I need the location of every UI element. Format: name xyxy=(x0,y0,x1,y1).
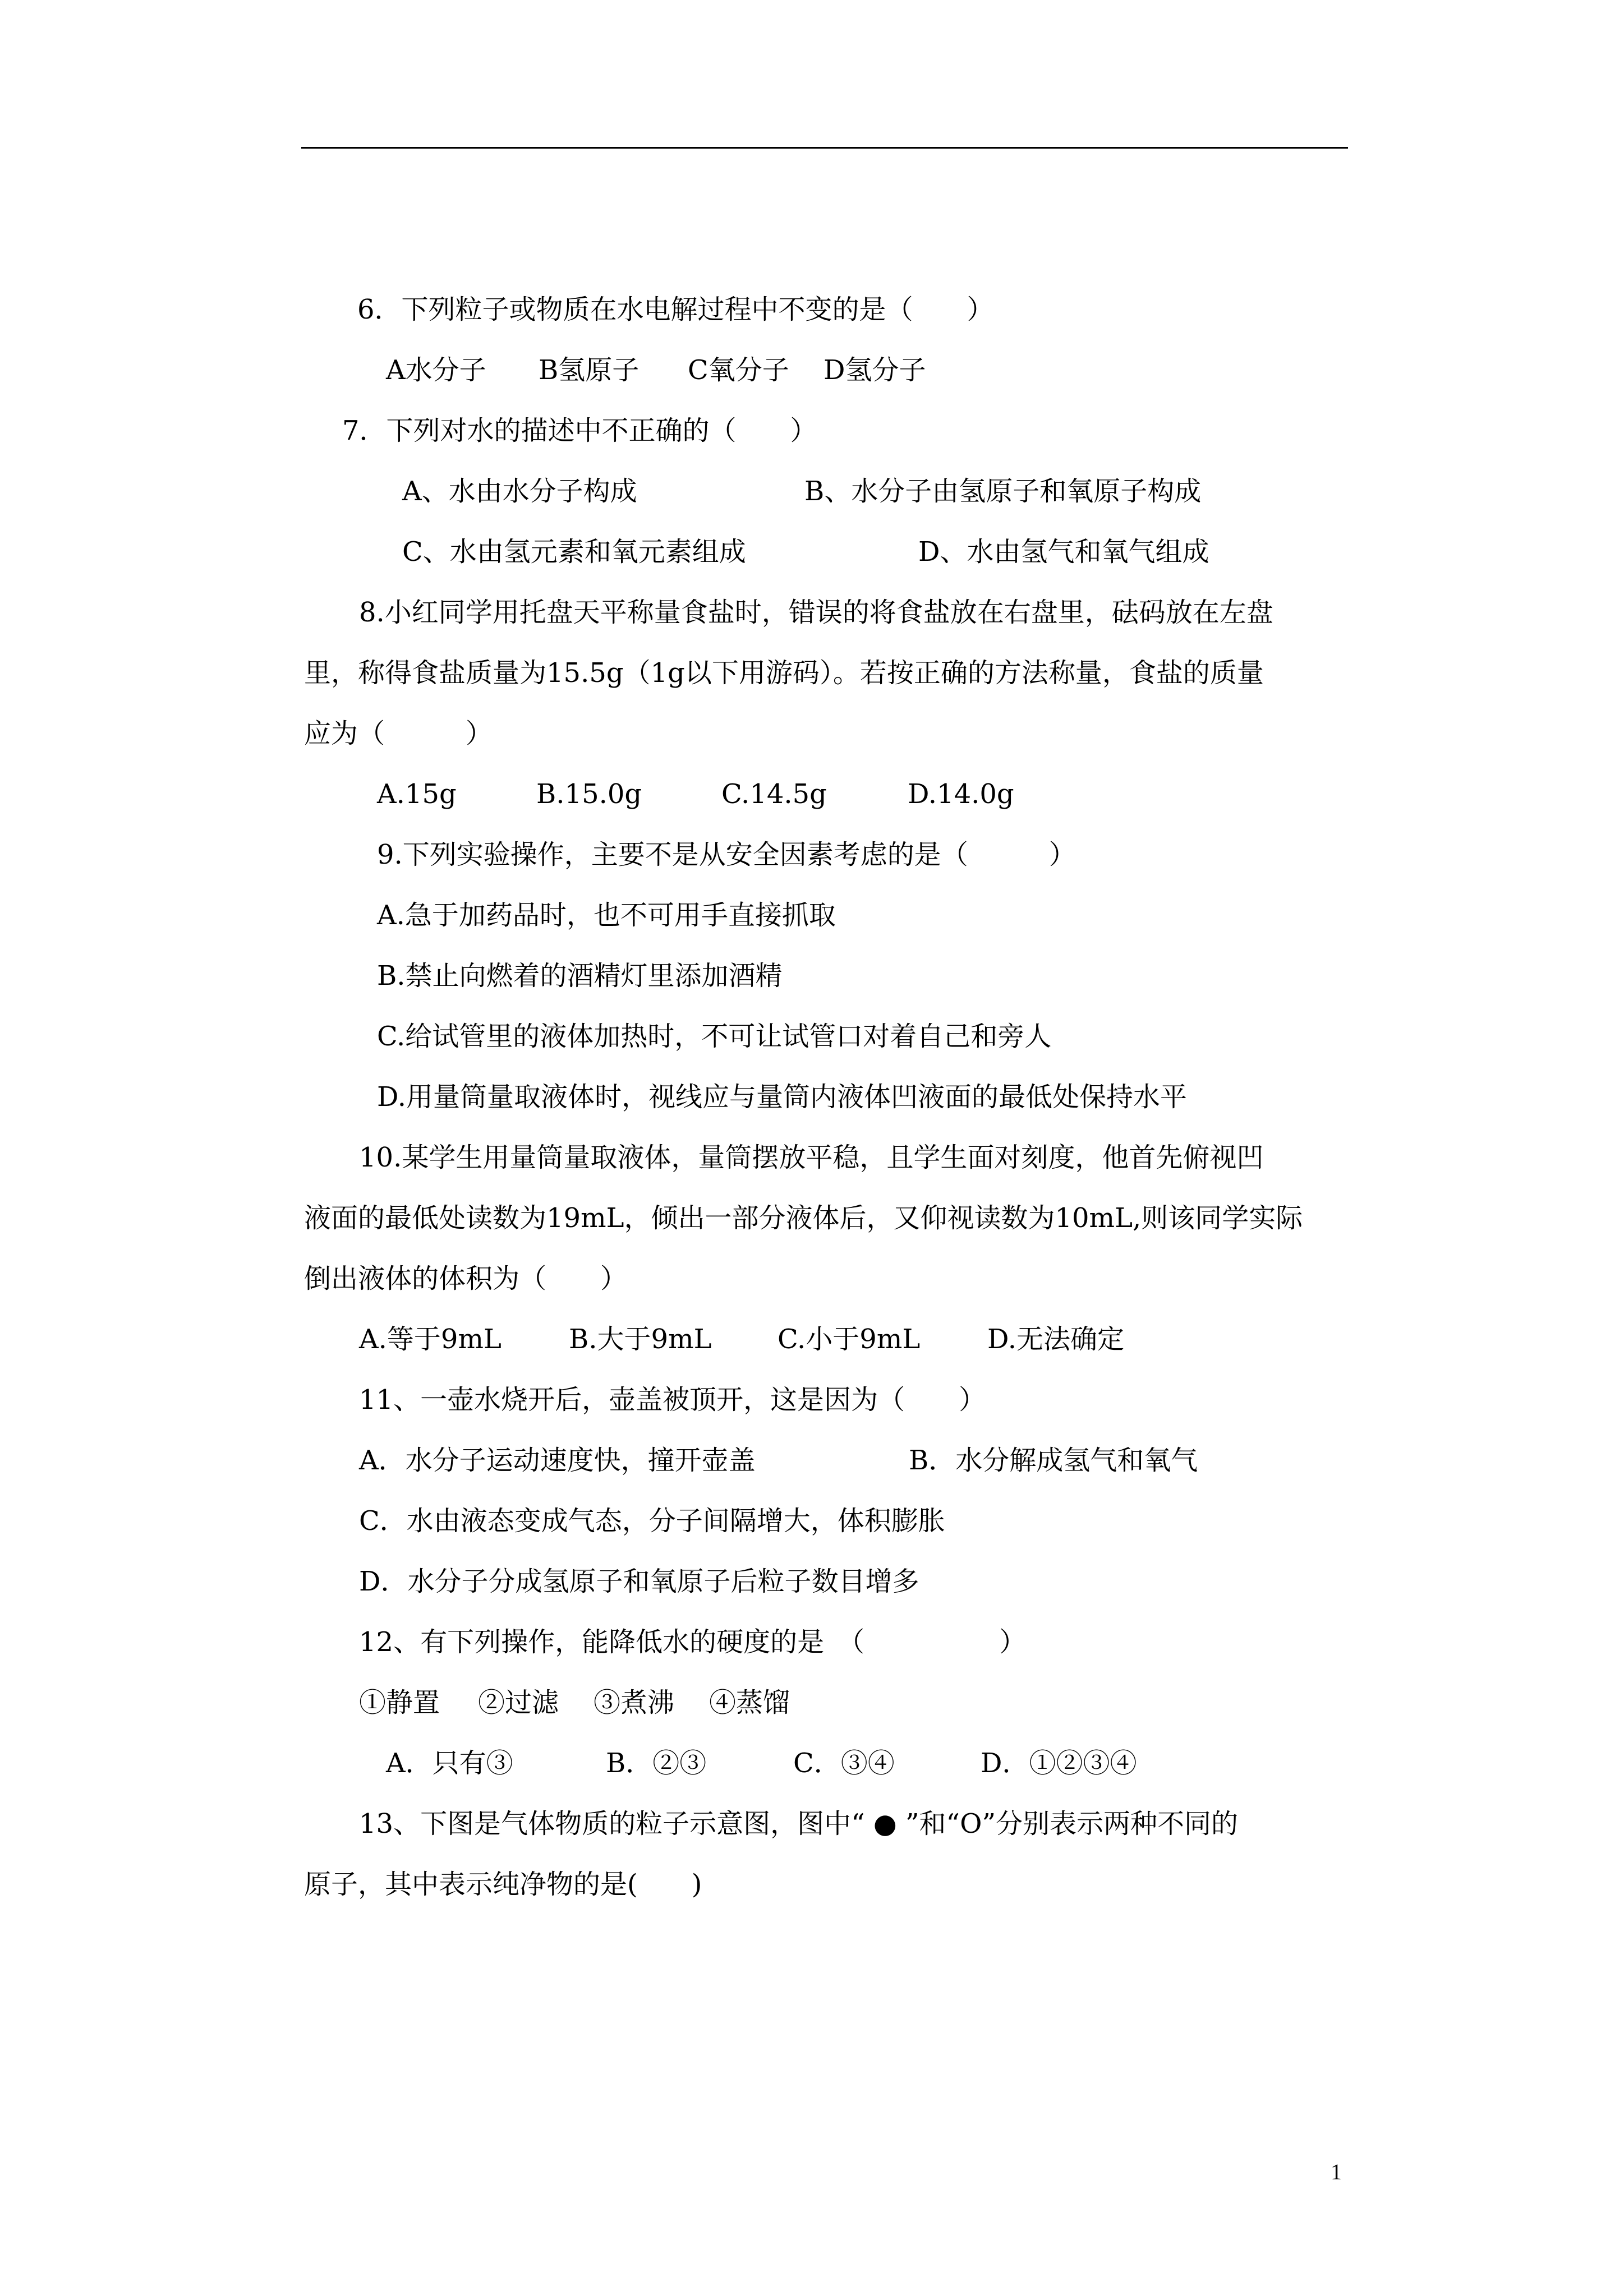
q7-option-d: D、水由氢气和氧气组成 xyxy=(918,536,1209,568)
q12-item-4: ④蒸馏 xyxy=(709,1687,790,1718)
q6-option-b: B氢原子 xyxy=(539,354,640,386)
q10-option-d: D.无法确定 xyxy=(987,1324,1125,1355)
q10-option-c: C.小于9mL xyxy=(778,1324,921,1355)
q6-option-a: A水分子 xyxy=(386,354,486,386)
q12-item-1: ①静置 xyxy=(359,1687,440,1718)
q10-line-1: 10.某学生用量筒量取液体，量筒摆放平稳，且学生面对刻度，他首先俯视凹 xyxy=(359,1142,1264,1173)
q9-option-c: C.给试管里的液体加热时，不可让试管口对着自己和旁人 xyxy=(377,1021,1052,1052)
q12-option-b: B．②③ xyxy=(606,1748,707,1779)
q12-option-c: C．③④ xyxy=(793,1748,895,1779)
q9-stem: 9.下列实验操作，主要不是从安全因素考虑的是（ ） xyxy=(377,839,1076,870)
q9-option-a: A.急于加药品时，也不可用手直接抓取 xyxy=(377,900,836,931)
q11-stem: 11、一壶水烧开后，壶盖被顶开，这是因为（ ） xyxy=(359,1384,986,1416)
q11-option-b: B．水分解成氢气和氧气 xyxy=(909,1445,1198,1476)
q7-option-c: C、水由氢元素和氧元素组成 xyxy=(402,536,746,568)
q7-option-b: B、水分子由氢原子和氧原子构成 xyxy=(804,476,1202,507)
q8-line-3: 应为（ ） xyxy=(304,718,493,749)
q7-option-a: A、水由水分子构成 xyxy=(402,476,637,507)
q11-option-c: C．水由液态变成气态，分子间隔增大，体积膨胀 xyxy=(359,1505,945,1537)
q10-line-2: 液面的最低处读数为19mL，倾出一部分液体后，又仰视读数为10mL,则该同学实际 xyxy=(304,1202,1303,1234)
q8-option-a: A.15g xyxy=(377,778,457,810)
q9-option-b: B.禁止向燃着的酒精灯里添加酒精 xyxy=(377,960,783,992)
q10-option-b: B.大于9mL xyxy=(569,1324,712,1355)
q8-option-d: D.14.0g xyxy=(908,778,1014,810)
q7-stem: 7．下列对水的描述中不正确的（ ） xyxy=(342,415,817,446)
q10-option-a: A.等于9mL xyxy=(359,1324,502,1355)
q13-line-1: 13、下图是气体物质的粒子示意图，图中“ ● ”和“O”分别表示两种不同的 xyxy=(359,1808,1238,1839)
q12-stem: 12、有下列操作，能降低水的硬度的是 （ ） xyxy=(359,1626,1027,1658)
q6-option-d: D氢分子 xyxy=(823,354,926,386)
q12-option-a: A．只有③ xyxy=(386,1748,513,1779)
q10-line-3: 倒出液体的体积为（ ） xyxy=(304,1263,628,1294)
q11-option-d: D．水分子分成氢原子和氧原子后粒子数目增多 xyxy=(359,1566,919,1597)
q11-option-a: A．水分子运动速度快，撞开壶盖 xyxy=(359,1445,756,1476)
q12-item-2: ②过滤 xyxy=(478,1687,559,1718)
q9-option-d: D.用量筒量取液体时，视线应与量筒内液体凹液面的最低处保持水平 xyxy=(377,1081,1188,1113)
q13-line-2: 原子，其中表示纯净物的是( ) xyxy=(304,1869,702,1900)
q12-item-3: ③煮沸 xyxy=(594,1687,675,1718)
q8-option-b: B.15.0g xyxy=(536,778,642,810)
q8-line-2: 里，称得食盐质量为15.5g（1g以下用游码）。若按正确的方法称量，食盐的质量 xyxy=(304,657,1264,689)
q6-option-c: C氧分子 xyxy=(688,354,789,386)
page-number: 1 xyxy=(1331,2159,1342,2184)
header-rule xyxy=(301,147,1348,149)
q8-line-1: 8.小红同学用托盘天平称量食盐时，错误的将食盐放在右盘里，砝码放在左盘 xyxy=(359,597,1273,628)
q8-option-c: C.14.5g xyxy=(721,778,827,810)
q12-option-d: D．①②③④ xyxy=(981,1748,1137,1779)
q6-stem: 6．下列粒子或物质在水电解过程中不变的是（ ） xyxy=(357,294,994,325)
